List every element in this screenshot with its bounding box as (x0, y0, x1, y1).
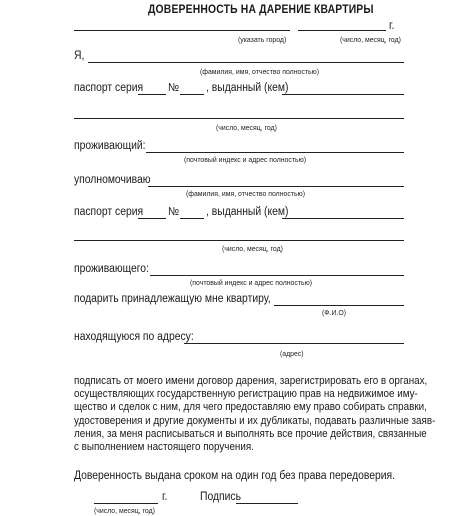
i-label: Я, (74, 50, 85, 62)
passport-number-line (180, 94, 204, 95)
attorney-issue-date-caption: (число, месяц, год) (222, 244, 283, 253)
recipient-caption: (Ф.И.О) (322, 308, 347, 317)
attorney-residing-label: проживающего: (74, 263, 149, 275)
attorney-issued-by-line (282, 218, 404, 219)
residing-line (146, 152, 404, 153)
issue-date-caption: (число, месяц, год) (216, 123, 277, 132)
located-address-line (184, 343, 404, 344)
footer-date-line (94, 503, 158, 504)
powers-line: удостоверения и другие документы и их дубликаты, подавать различные заяв- (74, 414, 436, 427)
footer-date-caption: (число, месяц, год) (94, 506, 155, 515)
signature-line (236, 503, 298, 504)
powers-paragraph (74, 375, 436, 454)
issued-by-line (282, 94, 404, 95)
signature-label: Подпись (200, 491, 241, 503)
attorney-name-caption: (фамилия, имя, отчество полностью) (186, 189, 306, 198)
passport-series-label: паспорт серия (74, 82, 144, 94)
residing-address-caption: (почтовый индекс и адрес полностью) (184, 155, 307, 164)
issued-by-line-2 (74, 118, 404, 119)
attorney-number-sign: № (168, 206, 180, 218)
powers-line: подписать от моего имени договор дарения, зарегистрировать его в органах, (74, 375, 428, 387)
powers-line: ления, за меня расписываться и выполнять все прочие действия, связанные (74, 427, 427, 440)
validity-text: Доверенность выдана сроком на один год без права передоверия. (74, 470, 396, 482)
powers-line: с выполнением настоящего поручения. (74, 441, 254, 454)
attorney-issued-by-line-2 (74, 240, 404, 241)
attorney-passport-series-line (138, 218, 166, 219)
attorney-address-caption: (почтовый индекс и адрес полностью) (190, 278, 313, 287)
principal-name-line (88, 62, 404, 63)
located-address-caption: (адрес) (280, 349, 304, 358)
located-label: находящуюся по адресу: (74, 331, 194, 343)
year-suffix: г. (389, 20, 395, 32)
date-line (298, 30, 386, 31)
number-sign: № (168, 82, 180, 94)
issued-by-label: , выданный (кем) (206, 82, 289, 94)
recipient-line (274, 305, 404, 306)
attorney-passport-series-label: паспорт серия (74, 206, 144, 218)
attorney-residing-line (150, 275, 404, 276)
residing-label: проживающий: (74, 140, 146, 152)
city-line (74, 30, 290, 31)
passport-series-line (138, 94, 166, 95)
donate-label: подарить принадлежащую мне квартиру, (74, 293, 271, 305)
date-caption: (число, месяц, год) (340, 35, 401, 44)
attorney-name-line (148, 186, 404, 187)
powers-line: осуществляющих государственную регистрацию прав на недвижимое иму- (74, 388, 418, 401)
document-title: ДОВЕРЕННОСТЬ НА ДАРЕНИЕ КВАРТИРЫ (148, 4, 374, 16)
city-caption: (указать город) (238, 35, 287, 44)
authorize-label: уполномочиваю (74, 174, 151, 186)
attorney-passport-number-line (180, 218, 204, 219)
powers-line: щество и сделок с ним, для чего предоставляю ему право собирать справки, (74, 401, 427, 414)
attorney-issued-by-label: , выданный (кем) (206, 206, 289, 218)
footer-year-suffix: г. (162, 491, 168, 503)
principal-name-caption: (фамилия, имя, отчество полностью) (200, 67, 320, 76)
